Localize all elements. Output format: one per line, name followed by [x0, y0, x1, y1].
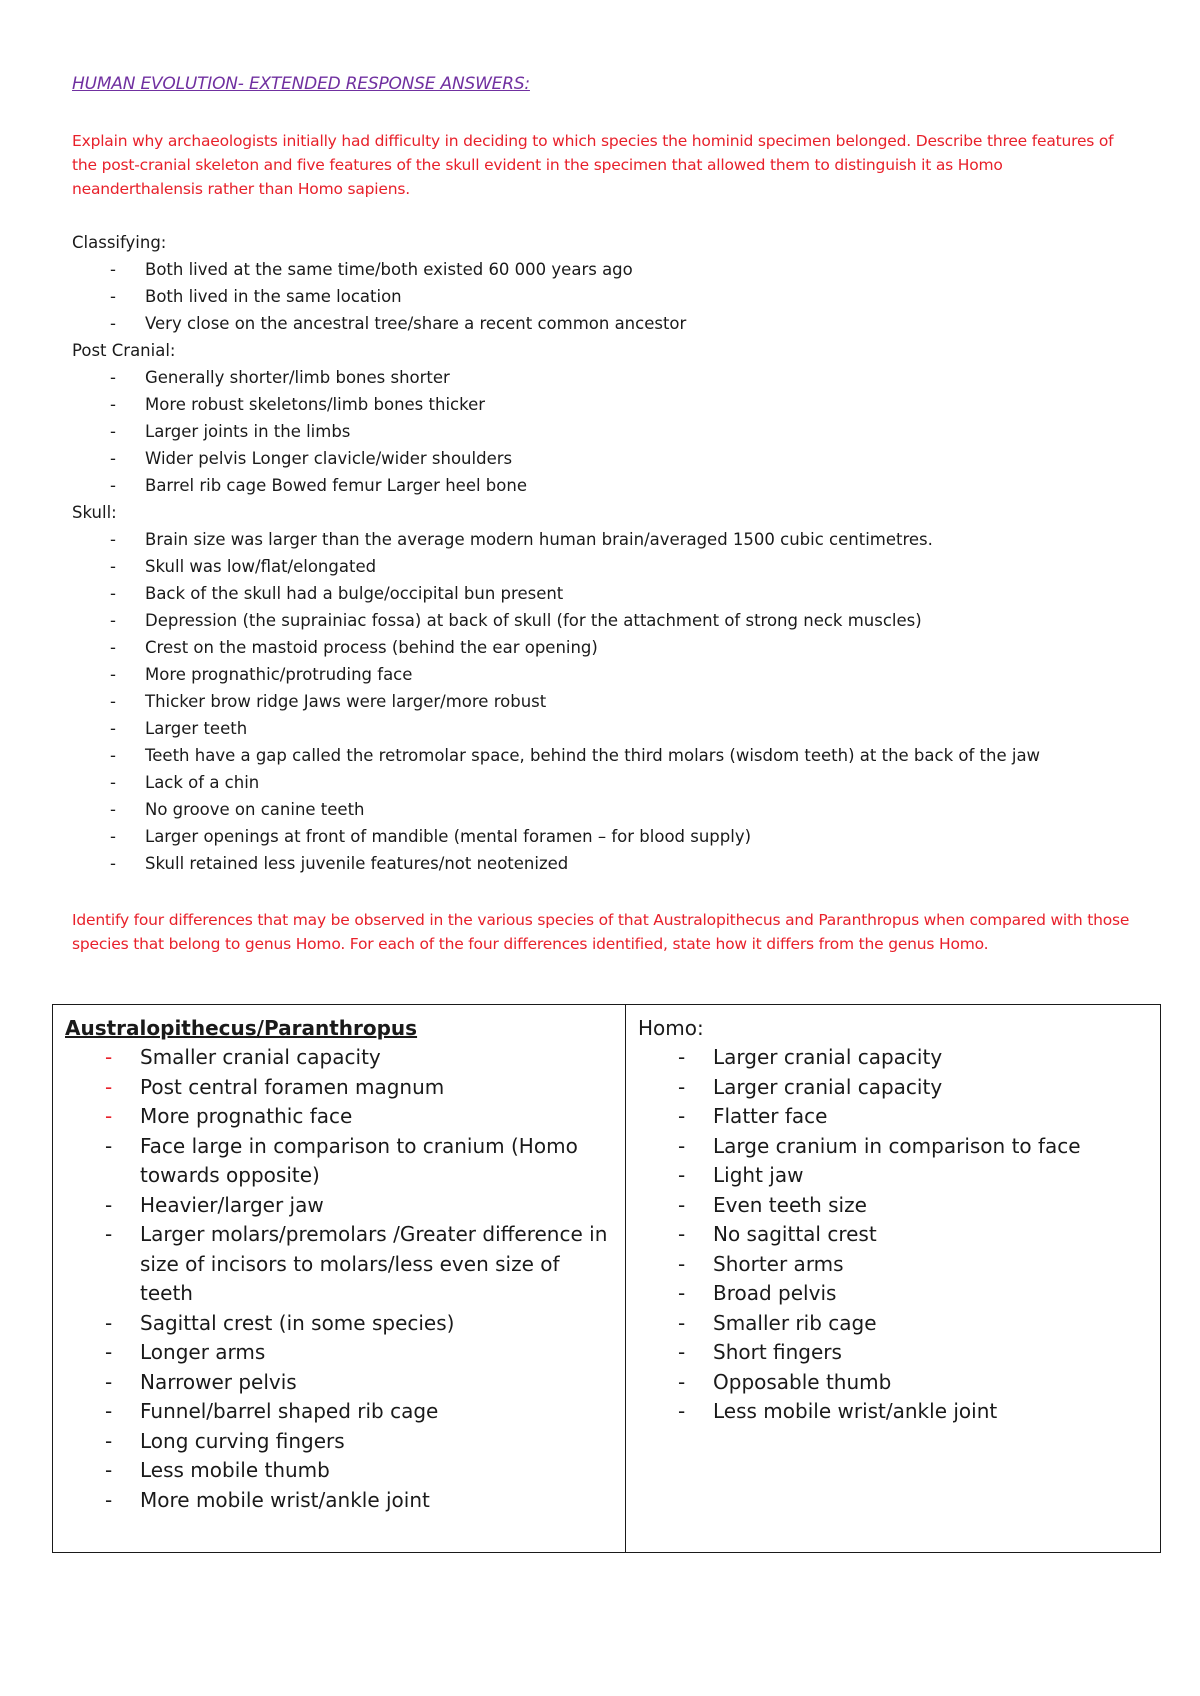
list-item	[72, 769, 1152, 796]
list-item-text: Skull was low/flat/elongated	[145, 557, 377, 576]
table-item	[638, 1220, 1148, 1250]
dash-marker: -	[110, 827, 116, 846]
table-item-text: Short fingers	[713, 1340, 842, 1364]
table-item	[65, 1132, 613, 1191]
table-item-text: Smaller rib cage	[713, 1310, 877, 1335]
list-item-text: Lack of a chin	[145, 773, 260, 792]
list-item-text: More robust skeletons/limb bones thicker	[145, 395, 485, 414]
list-item-text: More prognathic/protruding face	[145, 665, 413, 684]
list-item-text: Both lived in the same location	[145, 287, 402, 306]
table-item	[65, 1368, 613, 1398]
bullet-list	[72, 526, 1152, 877]
list-item-text: Teeth have a gap called the retromolar space, behind the third molars (wisdom teeth) at the back of the jaw	[145, 746, 1041, 765]
table-item-text: Larger cranial capacity	[713, 1045, 943, 1069]
table-item-text: Less mobile thumb	[140, 1458, 330, 1482]
dash-marker: -	[110, 449, 116, 468]
table-item	[638, 1309, 1148, 1339]
table-item-text: Longer arms	[140, 1340, 266, 1364]
list-item	[72, 418, 1152, 445]
list-item-text: Wider pelvis Longer clavicle/wider shoulders	[145, 449, 513, 468]
list-item-text: Skull retained less juvenile features/not neotenized	[145, 854, 569, 873]
dash-marker: -	[105, 1340, 113, 1364]
dash-marker: -	[678, 1074, 686, 1099]
list-item	[72, 310, 1152, 337]
table-item-text: Face large in comparison to cranium (Homo towards opposite)	[140, 1133, 578, 1187]
table-item	[638, 1073, 1148, 1103]
page-title: HUMAN EVOLUTION- EXTENDED RESPONSE ANSWERS:	[72, 74, 530, 94]
table-item-text: Narrower pelvis	[140, 1369, 297, 1394]
list-item-text: Back of the skull had a bulge/occipital bun present	[145, 584, 564, 603]
australopithecus-column	[53, 1005, 626, 1552]
table-item	[638, 1279, 1148, 1309]
dash-marker: -	[105, 1428, 113, 1453]
table-item-text: Heavier/larger jaw	[140, 1192, 324, 1217]
list-item	[72, 796, 1152, 823]
list-item	[72, 445, 1152, 472]
dash-marker: -	[678, 1340, 686, 1364]
list-item	[72, 607, 1152, 634]
dash-marker: -	[110, 530, 116, 549]
table-item-text: Even teeth size	[713, 1192, 867, 1217]
homo-column	[626, 1005, 1160, 1552]
table-item-text: Light jaw	[713, 1163, 804, 1187]
dash-marker: -	[678, 1104, 686, 1128]
answer-sections	[72, 229, 1152, 877]
list-item	[72, 742, 1152, 769]
dash-marker: -	[105, 1104, 113, 1128]
table-item-text: Funnel/barrel shaped rib cage	[140, 1399, 439, 1423]
dash-marker: -	[105, 1222, 113, 1246]
dash-marker: -	[678, 1251, 686, 1276]
dash-marker: -	[678, 1369, 686, 1394]
list-item	[72, 553, 1152, 580]
table-item-text: Larger cranial capacity	[713, 1074, 943, 1099]
dash-marker: -	[110, 395, 116, 414]
dash-marker: -	[110, 611, 116, 630]
table-item-text: Post central foramen magnum	[140, 1074, 445, 1099]
section-heading: Post Cranial:	[72, 341, 176, 360]
dash-marker: -	[110, 854, 116, 873]
table-item	[638, 1102, 1148, 1132]
table-item	[65, 1397, 613, 1427]
dash-marker: -	[110, 665, 116, 684]
dash-marker: -	[678, 1163, 686, 1187]
list-item	[72, 823, 1152, 850]
list-item	[72, 472, 1152, 499]
dash-marker: -	[110, 719, 116, 738]
dash-marker: -	[105, 1369, 113, 1394]
table-item	[65, 1191, 613, 1221]
list-item-text: Brain size was larger than the average modern human brain/averaged 1500 cubic centimetres.	[145, 530, 933, 549]
list-item-text: No groove on canine teeth	[145, 800, 365, 819]
dash-marker: -	[678, 1222, 686, 1246]
dash-marker: -	[678, 1310, 686, 1335]
dash-marker: -	[110, 746, 116, 765]
table-item	[65, 1102, 613, 1132]
list-item-text: Larger openings at front of mandible (mental foramen – for blood supply)	[145, 827, 752, 846]
dash-marker: -	[105, 1045, 113, 1069]
list-item	[72, 688, 1152, 715]
table-item	[65, 1309, 613, 1339]
list-item	[72, 850, 1152, 877]
table-item	[638, 1043, 1148, 1073]
table-item-text: Large cranium in comparison to face	[713, 1133, 1081, 1158]
dash-marker: -	[110, 260, 116, 279]
dash-marker: -	[110, 800, 116, 819]
table-item	[65, 1220, 613, 1309]
dash-marker: -	[105, 1074, 113, 1099]
question-2: Identify four differences that may be observed in the various species of that Australopithecus and Paranthropus when compared with those species that belong to genus Homo. For each of the four differences identified, state how it differs from the genus Homo.	[72, 911, 1130, 953]
bullet-list	[72, 364, 1152, 499]
list-item-text: Thicker brow ridge Jaws were larger/more robust	[145, 692, 547, 711]
list-item-text: Larger joints in the limbs	[145, 422, 351, 441]
list-item-text: Generally shorter/limb bones shorter	[145, 368, 450, 387]
table-item-text: No sagittal crest	[713, 1222, 877, 1246]
australopithecus-list	[65, 1043, 613, 1515]
list-item	[72, 634, 1152, 661]
list-item	[72, 364, 1152, 391]
dash-marker: -	[110, 422, 116, 441]
table-item-text: Long curving fingers	[140, 1428, 345, 1453]
section-heading: Skull:	[72, 503, 117, 522]
dash-marker: -	[105, 1192, 113, 1217]
dash-marker: -	[105, 1310, 113, 1335]
dash-marker: -	[678, 1192, 686, 1217]
table-item	[638, 1132, 1148, 1162]
dash-marker: -	[110, 287, 116, 306]
bullet-list	[72, 256, 1152, 337]
dash-marker: -	[678, 1045, 686, 1069]
list-item-text: Crest on the mastoid process (behind the ear opening)	[145, 638, 598, 657]
list-item-text: Very close on the ancestral tree/share a recent common ancestor	[145, 314, 687, 333]
table-item-text: Broad pelvis	[713, 1281, 837, 1305]
list-item-text: Depression (the suprainiac fossa) at back of skull (for the attachment of strong neck muscles)	[145, 611, 922, 630]
list-item-text: Both lived at the same time/both existed 60 000 years ago	[145, 260, 633, 279]
table-item	[65, 1073, 613, 1103]
table-item	[65, 1427, 613, 1457]
dash-marker: -	[110, 476, 116, 495]
list-item	[72, 715, 1152, 742]
dash-marker: -	[105, 1487, 113, 1512]
table-item	[65, 1338, 613, 1368]
dash-marker: -	[678, 1281, 686, 1305]
table-item	[638, 1397, 1148, 1427]
question-1: Explain why archaeologists initially had difficulty in deciding to which species the hominid specimen belonged. Describe three features of the post-cranial skeleton and five features of the skull evident in the specimen that allowed them to distinguish it as Homo neanderthalensis rather than Homo sapiens.	[72, 132, 1114, 198]
section-heading: Classifying:	[72, 233, 167, 252]
dash-marker: -	[105, 1133, 113, 1158]
list-item	[72, 256, 1152, 283]
table-item-text: Sagittal crest (in some species)	[140, 1310, 455, 1335]
table-item-text: Smaller cranial capacity	[140, 1045, 381, 1069]
table-item-text: More mobile wrist/ankle joint	[140, 1487, 430, 1512]
table-item-text: Flatter face	[713, 1104, 828, 1128]
dash-marker: -	[105, 1458, 113, 1482]
dash-marker: -	[678, 1133, 686, 1158]
table-item-text: Shorter arms	[713, 1251, 844, 1276]
list-item	[72, 391, 1152, 418]
table-item	[638, 1338, 1148, 1368]
table-item	[65, 1456, 613, 1486]
table-item	[65, 1043, 613, 1073]
dash-marker: -	[110, 692, 116, 711]
homo-list	[638, 1043, 1148, 1427]
australopithecus-heading: Australopithecus/Paranthropus	[65, 1016, 418, 1040]
dash-marker: -	[110, 557, 116, 576]
dash-marker: -	[110, 314, 116, 333]
table-item-text: Opposable thumb	[713, 1369, 892, 1394]
dash-marker: -	[110, 584, 116, 603]
dash-marker: -	[110, 368, 116, 387]
dash-marker: -	[110, 773, 116, 792]
table-item-text: Larger molars/premolars /Greater difference in size of incisors to molars/less even size of teeth	[140, 1222, 608, 1305]
dash-marker: -	[678, 1399, 686, 1423]
comparison-table	[52, 1004, 1161, 1553]
dash-marker: -	[105, 1399, 113, 1423]
list-item	[72, 580, 1152, 607]
list-item	[72, 526, 1152, 553]
table-item-text: Less mobile wrist/ankle joint	[713, 1399, 998, 1423]
homo-heading: Homo:	[638, 1016, 704, 1040]
list-item	[72, 661, 1152, 688]
table-item	[65, 1486, 613, 1516]
table-item	[638, 1368, 1148, 1398]
list-item-text: Larger teeth	[145, 719, 248, 738]
dash-marker: -	[110, 638, 116, 657]
table-item-text: More prognathic face	[140, 1104, 353, 1128]
table-item	[638, 1250, 1148, 1280]
list-item-text: Barrel rib cage Bowed femur Larger heel bone	[145, 476, 527, 495]
list-item	[72, 283, 1152, 310]
table-item	[638, 1161, 1148, 1191]
table-item	[638, 1191, 1148, 1221]
